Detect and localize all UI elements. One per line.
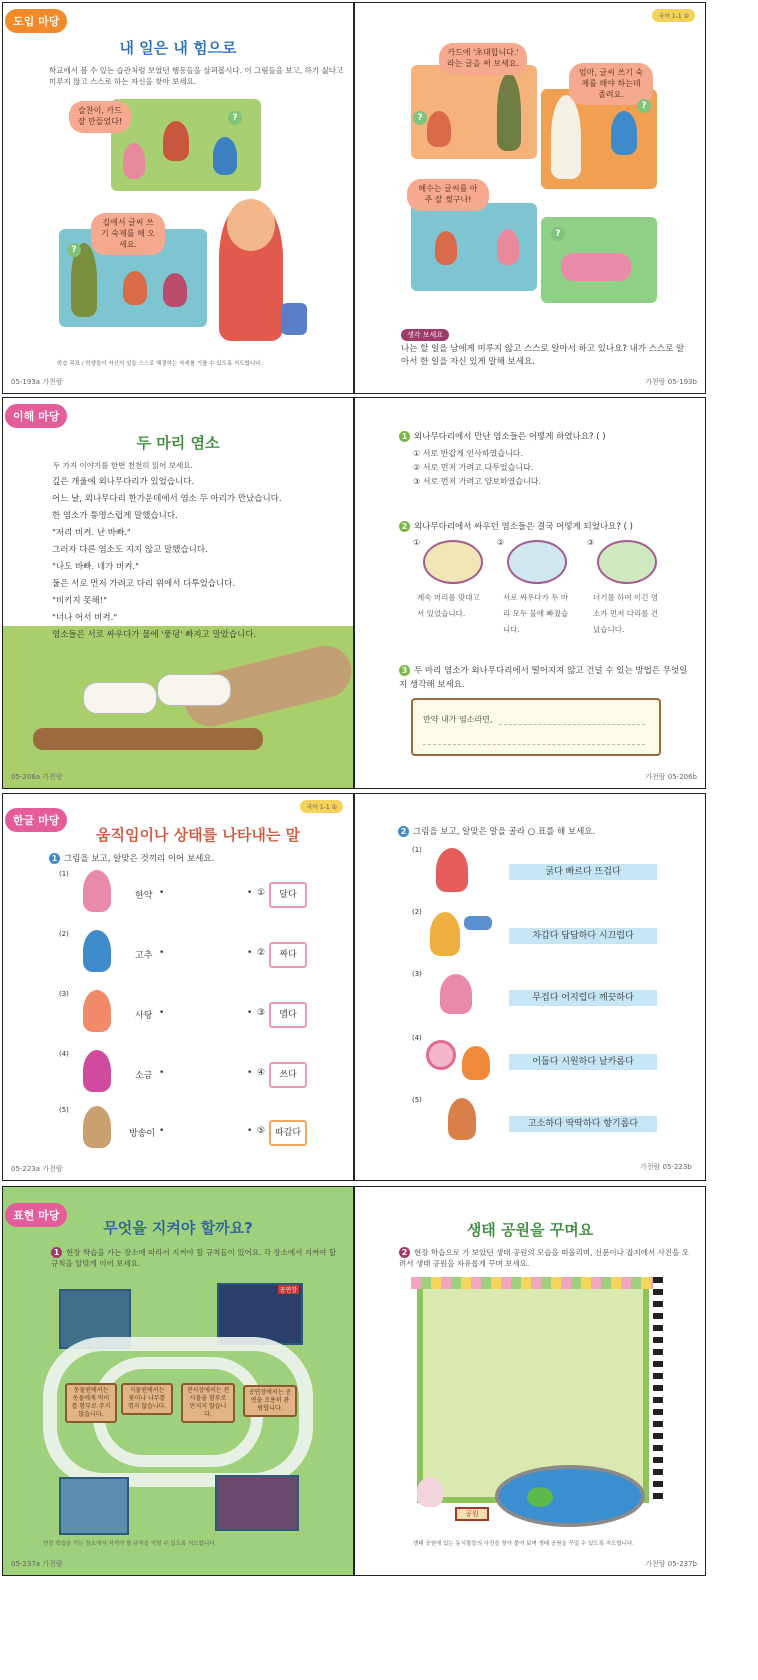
dot[interactable]: • (159, 1008, 165, 1018)
question-2 (398, 825, 595, 837)
story-line: "비키지 못해!" (52, 596, 107, 606)
option[interactable]: ① 서로 반갑게 인사하였습니다. (413, 449, 524, 458)
choice-number: ③ (257, 1008, 266, 1018)
question-2 (399, 520, 633, 532)
student-figure (163, 121, 189, 161)
park-sign-text: 공원 (465, 1510, 479, 1518)
answer-prompt: 만약 내가 염소라면, (423, 715, 493, 724)
page-193b (354, 2, 706, 394)
answer-line (499, 724, 645, 725)
page-number: 가천람 05-237b (645, 1560, 697, 1568)
item-number: (1) (59, 870, 69, 878)
rule-sign[interactable]: 식물원에서는 꽃이나 나무를 꺾지 않습니다. (121, 1383, 173, 1415)
page-number: 05-193a 가천람 (11, 378, 63, 386)
section-tab: 표현 마당 (5, 1203, 67, 1227)
gallery-picture (215, 1475, 299, 1531)
word-choice-bar[interactable]: 고소하다 딱딱하다 향기롭다 (509, 1116, 657, 1132)
option-caption: 계속 머리를 맞대고 서 있었습니다. (417, 593, 480, 618)
choice-box[interactable]: 맵다 (269, 1002, 307, 1028)
question-1 (399, 430, 606, 442)
student-figure (163, 273, 187, 307)
dot[interactable]: • (247, 1068, 253, 1078)
boy-head (227, 199, 275, 251)
row-number: (3) (412, 970, 422, 978)
speech-bubble: 집에서 글씨 쓰기 숙제를 해 오세요. (91, 213, 165, 255)
footnote: 생태 공원에 있는 동식물들의 사진을 찾아 붙여 보며 생태 공원을 꾸밀 수 있도록 지도합니다. (413, 1541, 635, 1547)
item-number: (5) (59, 1106, 69, 1114)
backpack (281, 303, 307, 335)
rule-sign[interactable]: 동물원에서는 동물에게 먹이를 함부로 주지 않습니다. (65, 1383, 117, 1423)
grade-badge: 국어 1-1 ① (300, 800, 343, 813)
story-line: 둘은 서로 먼저 가려고 다리 위에서 다투었습니다. (52, 579, 236, 589)
choice-number: ② (257, 948, 266, 958)
story-line: "저리 비켜. 난 바빠." (52, 528, 131, 538)
fan-image (426, 1040, 456, 1070)
row-number: (4) (412, 1034, 422, 1042)
item-number: (4) (59, 1050, 69, 1058)
question-3 (399, 664, 695, 693)
student-figure (427, 111, 451, 147)
choice-box[interactable]: 달다 (269, 882, 307, 908)
student-figure (123, 143, 145, 179)
dot[interactable]: • (159, 948, 165, 958)
story-line: 한 염소가 퉁명스럽게 말했습니다. (52, 511, 178, 521)
page-number: 05-223a 가천람 (11, 1165, 63, 1173)
pond (495, 1465, 645, 1527)
page-number: 05-206a 가천람 (11, 773, 63, 781)
question-number: 1 (51, 1247, 62, 1258)
dot[interactable]: • (159, 1126, 165, 1136)
page-237a (2, 1186, 354, 1576)
item-number: (2) (59, 930, 69, 938)
question-mark-icon: ? (228, 111, 242, 125)
question-number: 2 (399, 521, 410, 532)
rule-sign[interactable]: 공연장에서는 공연을 조용히 관람합니다. (243, 1385, 297, 1417)
question-number: 1 (49, 853, 60, 864)
question-text: 외나무다리에서 싸우던 염소들은 결국 어떻게 되었나요? ( ) (414, 522, 633, 532)
footnote: 학습 목표 / 학생들이 자신의 일을 스스로 해결하는 자세를 기를 수 있도록 지도합니다. (57, 361, 263, 367)
maze-path[interactable] (93, 1357, 263, 1467)
question-text: 그림을 보고, 알맞은 것끼리 이어 보세요. (64, 854, 215, 864)
question-number: 3 (399, 665, 410, 676)
story-line: 깊은 개울에 외나무다리가 있었습니다. (52, 477, 195, 487)
choice-number: ⑤ (257, 1126, 266, 1136)
page-193a (2, 2, 354, 394)
question-1 (49, 852, 214, 864)
speech-bubble: 엄마, 글씨 쓰기 숙제를 해야 하는데 졸려요. (569, 63, 653, 105)
choice-box[interactable]: 따갑다 (269, 1120, 307, 1146)
rule-sign[interactable]: 전시장에서는 전시물을 함부로 만지지 않습니다. (181, 1383, 235, 1423)
question-text: 두 마리 염소가 외나무다리에서 떨어지지 않고 건널 수 있는 방법은 무엇일지 생각해 보세요. (399, 666, 688, 691)
row-number: (5) (412, 1096, 422, 1104)
goats-facing-image (423, 540, 483, 584)
instruction (51, 1247, 341, 1270)
option-number[interactable]: ① (413, 538, 421, 547)
dot[interactable]: • (159, 888, 165, 898)
page-title: 생태 공원을 꾸며요 (466, 1221, 594, 1239)
question-number: 2 (399, 1247, 410, 1258)
option[interactable]: ② 서로 먼저 가려고 다투었습니다. (413, 463, 534, 472)
student-figure (213, 137, 237, 175)
goat-left (83, 682, 157, 714)
item-number: (3) (59, 990, 69, 998)
page-number: 가천람 05-223b (640, 1163, 692, 1171)
word-choice-bar[interactable]: 어둡다 시원하다 날카롭다 (509, 1054, 657, 1070)
dot[interactable]: • (247, 1126, 253, 1136)
sleeping-girl (561, 253, 631, 281)
dot[interactable]: • (247, 888, 253, 898)
mother-figure (551, 95, 581, 179)
story-line: "나도 바빠. 네가 비켜." (52, 562, 140, 572)
row-number: (2) (412, 908, 422, 916)
option-caption: 너기를 하여 이긴 염소가 먼저 다리를 건넜습니다. (593, 593, 659, 634)
question-number: 2 (398, 826, 409, 837)
item-word: 소금 (135, 1071, 153, 1081)
dot[interactable]: • (247, 948, 253, 958)
child-figure (83, 1050, 111, 1092)
item-word: 한약 (135, 891, 153, 901)
story-line: 어느 날, 외나무다리 한가운데에서 염소 두 마리가 만났습니다. (52, 494, 282, 504)
child-figure (462, 1046, 490, 1080)
choice-box[interactable]: 쓰다 (269, 1062, 307, 1088)
rabbit (417, 1477, 443, 1507)
child-figure (83, 930, 111, 972)
item-word: 고추 (135, 951, 153, 961)
option-number[interactable]: ③ (587, 538, 595, 547)
flower-border (411, 1277, 655, 1289)
speech-bubble: 슬찬이, 카드 잘 만들었다! (69, 101, 131, 133)
flower-border (653, 1277, 663, 1505)
student-figure (435, 231, 457, 265)
child-figure (83, 870, 111, 912)
footnote: 현장 학습을 가는 장소에서 지켜야 할 규칙을 익힐 수 있도록 지도합니다. (43, 1541, 217, 1547)
think-question: 나는 할 일을 남에게 미루지 않고 스스로 알아서 하고 있나요? 내가 스스로 알아서 한 일을 자신 있게 말해 보세요. (401, 344, 685, 368)
child-figure (436, 848, 468, 892)
word-choice-bar[interactable]: 무겁다 어지럽다 깨끗하다 (509, 990, 657, 1006)
page-number: 05-237a 가천람 (11, 1560, 63, 1568)
row-number: (1) (412, 846, 422, 854)
story-line: "너나 어서 비켜." (52, 613, 118, 623)
question-text: 현장 학습으로 가 보았던 생태 공원의 모습을 떠올리며, 신문이나 잡지에서 사진을 오려서 생태 공원을 자유롭게 꾸며 보세요. (399, 1248, 689, 1269)
item-word: 사탕 (135, 1011, 153, 1021)
log-bridge (33, 728, 263, 750)
question-mark-icon: ? (67, 243, 81, 257)
question-mark-icon: ? (551, 227, 565, 241)
question-text: 외나무다리에서 만난 염소들은 어떻게 하였나요? ( ) (414, 432, 606, 442)
choice-number: ④ (257, 1068, 266, 1078)
question-text: 그림을 보고, 알맞은 말을 골라 ○ 표를 해 보세요. (413, 827, 596, 837)
word-choice-bar[interactable]: 굵다 빠르다 뜨겁다 (509, 864, 657, 880)
theater-label: 공연장 (279, 1287, 297, 1294)
student-figure (123, 271, 147, 305)
story-line: 염소들은 서로 싸우다가 물에 '풍덩' 빠지고 말았습니다. (52, 630, 257, 640)
park-sign (455, 1507, 489, 1521)
child-figure (83, 990, 111, 1032)
page-237b (354, 1186, 706, 1576)
dot[interactable]: • (247, 1008, 253, 1018)
question-mark-icon: ? (413, 111, 427, 125)
speech-bubble: 혜수는 글씨를 아주 잘 썼구나! (407, 179, 489, 211)
page-223a (2, 793, 354, 1181)
question-text: 현장 학습을 가는 장소에 따라서 지켜야 할 규칙들이 있어요. 각 장소에서 지켜야 할 규칙을 알맞게 이어 보세요. (51, 1248, 337, 1269)
story-line: 그러자 다른 염소도 지지 않고 말했습니다. (52, 545, 208, 555)
option-caption: 서로 싸우다가 두 마리 모두 물에 빠졌습니다. (503, 593, 569, 634)
page-title: 내 일은 내 힘으로 (119, 39, 237, 57)
page-title: 움직임이나 상태를 나타내는 말 (95, 826, 301, 844)
grade-badge: 국어 1-1 ① (652, 9, 695, 22)
child-figure (83, 1106, 111, 1148)
section-tab: 한글 마당 (5, 808, 67, 832)
answer-line (423, 744, 645, 745)
child-figure (440, 974, 472, 1014)
question-number: 1 (399, 431, 410, 442)
item-word: 방송이 (129, 1129, 156, 1139)
answer-box[interactable] (411, 698, 661, 756)
page-title: 무엇을 지켜야 할까요? (103, 1219, 253, 1237)
instruction: 학교에서 볼 수 있는 습관처럼 보였던 행동들을 살펴봅시다. 이 그림들을 보고, 하기 싫다고 미루지 않고 스스로 하는 자신을 찾아 보세요. (49, 66, 344, 87)
dot[interactable]: • (159, 1068, 165, 1078)
page-number: 가천람 05-206b (645, 773, 697, 781)
frog (527, 1487, 553, 1507)
page-title: 두 마리 염소 (136, 434, 220, 452)
child-figure (448, 1098, 476, 1140)
word-choice-bar[interactable]: 차갑다 답답하다 시끄럽다 (509, 928, 657, 944)
option[interactable]: ③ 서로 먼저 가려고 양보하였습니다. (413, 477, 542, 486)
goat-crossing-image (597, 540, 657, 584)
instruction (399, 1247, 695, 1270)
child-figure (430, 912, 460, 956)
speech-bubble: 카드에 '초대합니다.' 라는 글을 써 보세요. (439, 43, 527, 75)
choice-box[interactable]: 짜다 (269, 942, 307, 968)
question-mark-icon: ? (637, 99, 651, 113)
goats-in-water-image (507, 540, 567, 584)
theater-picture (217, 1283, 303, 1345)
page-number: 가천람 05-193b (645, 378, 697, 386)
choice-number: ① (257, 888, 266, 898)
option-number[interactable]: ② (497, 538, 505, 547)
think-label-text: 생각 보세요 (407, 331, 444, 339)
story-text (52, 474, 282, 644)
student-figure (497, 229, 519, 265)
goat-right (157, 674, 231, 706)
giraffe-picture (59, 1477, 129, 1535)
instruction: 두 가지 이야기를 한번 천천히 읽어 보세요. (53, 461, 193, 470)
think-label (401, 329, 449, 341)
girl-figure (611, 111, 637, 155)
section-tab: 도입 마당 (5, 9, 67, 33)
car-image (464, 916, 492, 930)
teacher-figure (497, 73, 521, 151)
section-tab: 이해 마당 (5, 404, 67, 428)
page-206b (354, 397, 706, 789)
